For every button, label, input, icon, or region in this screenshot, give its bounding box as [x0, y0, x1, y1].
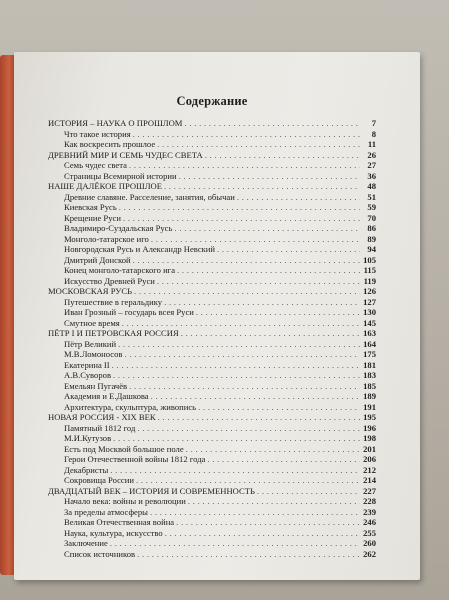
- toc-entry: [48, 465, 376, 476]
- toc-entry-label: Есть под Москвой большое поле: [64, 443, 184, 454]
- toc-leader-dots: [205, 150, 360, 161]
- toc-page-number: 145: [363, 317, 376, 328]
- toc-entry-label: Наука, культура, искусство: [64, 527, 163, 538]
- toc-page-number: 196: [363, 422, 376, 433]
- toc-entry: [48, 433, 376, 444]
- toc-page-number: 8: [371, 128, 376, 139]
- toc-entry: [48, 160, 376, 171]
- toc-page-number: 181: [363, 359, 376, 370]
- toc-leader-dots: [110, 465, 360, 476]
- toc-leader-dots: [164, 181, 360, 192]
- toc-page-number: 7: [371, 118, 376, 128]
- toc-page-number: 48: [367, 181, 376, 191]
- toc-entry: [48, 139, 376, 150]
- toc-page-number: 185: [363, 380, 376, 391]
- toc-leader-dots: [129, 160, 360, 171]
- toc-page-number: 127: [363, 296, 376, 307]
- toc-section: [48, 328, 376, 339]
- toc-page-number: 70: [367, 212, 376, 223]
- toc-entry: [48, 255, 376, 266]
- toc-entry-label: Начало века: войны и революции: [64, 496, 186, 506]
- toc-entry: [48, 370, 376, 381]
- toc-leader-dots: [133, 255, 360, 266]
- toc-page-number: 227: [363, 485, 376, 496]
- toc-page-number: 11: [367, 139, 376, 149]
- toc-entry-label: Крещение Руси: [64, 212, 121, 223]
- toc-leader-dots: [110, 538, 360, 549]
- table-of-contents: [48, 94, 376, 559]
- toc-page-number: 163: [363, 328, 376, 338]
- toc-section: [48, 181, 376, 192]
- toc-entry: [48, 171, 376, 182]
- toc-entry-label: Пётр Великий: [64, 338, 117, 349]
- toc-leader-dots: [134, 286, 360, 297]
- toc-page-number: 51: [367, 191, 376, 202]
- toc-entry-label: Архитектура, скульптура, живопись: [64, 401, 197, 412]
- toc-entry: [48, 276, 376, 287]
- toc-entry-label: Путешествие в геральдику: [64, 296, 163, 307]
- toc-entry: [48, 234, 376, 245]
- toc-page-number: 36: [367, 170, 376, 181]
- toc-page-number: 195: [363, 412, 376, 422]
- toc-page-number: 198: [363, 433, 376, 443]
- toc-leader-dots: [113, 433, 360, 444]
- toc-entry-label: М.И.Кутузов: [64, 433, 112, 443]
- toc-page-number: 206: [363, 454, 376, 464]
- toc-entry-label: Памятный 1812 год: [64, 422, 136, 433]
- toc-entry: [48, 349, 376, 360]
- toc-page-number: 255: [363, 527, 376, 538]
- toc-leader-dots: [165, 528, 360, 539]
- toc-leader-dots: [179, 171, 360, 182]
- toc-leader-dots: [136, 475, 360, 486]
- toc-entry-label: Сокровища России: [64, 475, 134, 485]
- toc-leader-dots: [164, 297, 360, 308]
- toc-leader-dots: [177, 265, 360, 276]
- toc-entry: [48, 475, 376, 486]
- toc-entry: [48, 444, 376, 455]
- toc-entry: [48, 223, 376, 234]
- toc-leader-dots: [151, 391, 360, 402]
- toc-page-number: 239: [363, 506, 376, 517]
- toc-page-number: 189: [363, 391, 376, 401]
- toc-entry-label: Искусство Древней Руси: [64, 275, 155, 286]
- toc-leader-dots: [257, 486, 360, 497]
- toc-entry: [48, 517, 376, 528]
- toc-page-number: 126: [363, 286, 376, 296]
- toc-page-number: 228: [363, 496, 376, 506]
- toc-entry-label: МОСКОВСКАЯ РУСЬ: [48, 286, 133, 296]
- toc-entry-label: Список источников: [64, 548, 136, 559]
- toc-entry: [48, 213, 376, 224]
- toc-page-number: 119: [363, 275, 376, 286]
- toc-leader-dots: [118, 339, 360, 350]
- toc-title: Содержание: [176, 94, 248, 108]
- toc-entry: [48, 538, 376, 549]
- toc-page-number: 246: [363, 517, 376, 527]
- toc-entry-label: Что такое история: [64, 128, 131, 139]
- toc-entry: [48, 360, 376, 371]
- toc-section: [48, 118, 376, 129]
- toc-entry-label: Декабристы: [64, 464, 109, 475]
- toc-entry-label: Герои Отечественной войны 1812 года: [64, 454, 206, 464]
- toc-entry: [48, 202, 376, 213]
- toc-leader-dots: [181, 328, 360, 339]
- toc-leader-dots: [158, 412, 360, 423]
- toc-entry-label: М.В.Ломоносов: [64, 349, 123, 359]
- toc-leader-dots: [137, 423, 360, 434]
- toc-entry-label: НОВАЯ РОССИЯ - XIX ВЕК: [48, 412, 156, 422]
- toc-page-number: 86: [367, 223, 376, 233]
- toc-entry-label: Древние славяне. Расселение, занятия, обычаи: [64, 191, 235, 202]
- toc-leader-dots: [174, 223, 360, 234]
- toc-entry: [48, 192, 376, 203]
- toc-leader-dots: [150, 507, 360, 518]
- toc-page-number: 262: [363, 548, 376, 559]
- toc-page-number: 89: [367, 233, 376, 244]
- toc-leader-dots: [207, 454, 360, 465]
- toc-entry-label: Заключение: [64, 538, 108, 548]
- toc-entry-label: Семь чудес света: [64, 160, 127, 170]
- toc-page-number: 214: [363, 475, 376, 485]
- toc-list: [48, 118, 376, 559]
- toc-entry: [48, 129, 376, 140]
- toc-entry-label: Смутное время: [64, 317, 120, 328]
- toc-entry: [48, 381, 376, 392]
- toc-leader-dots: [151, 234, 360, 245]
- toc-page-number: 183: [363, 370, 376, 380]
- toc-entry: [48, 454, 376, 465]
- toc-entry: [48, 318, 376, 329]
- toc-entry-label: НАШЕ ДАЛЁКОЕ ПРОШЛОЕ: [48, 181, 162, 191]
- toc-entry: [48, 402, 376, 413]
- toc-entry: [48, 307, 376, 318]
- toc-entry-label: Монголо-татарское иго: [64, 233, 149, 244]
- toc-entry-label: Екатерина II: [64, 359, 110, 370]
- toc-page-number: 212: [363, 464, 376, 475]
- toc-page-number: 191: [363, 401, 376, 412]
- toc-leader-dots: [124, 349, 360, 360]
- toc-leader-dots: [112, 360, 360, 371]
- toc-leader-dots: [237, 192, 360, 203]
- toc-leader-dots: [157, 139, 360, 150]
- toc-page-number: 164: [363, 338, 376, 349]
- toc-entry-label: Конец монголо-татарского ига: [64, 265, 176, 275]
- toc-section: [48, 150, 376, 161]
- toc-entry-label: ДРЕВНИЙ МИР И СЕМЬ ЧУДЕС СВЕТА: [48, 149, 203, 160]
- toc-page-number: 27: [367, 160, 376, 170]
- toc-entry-label: Емельян Пугачёв: [64, 380, 128, 391]
- toc-page-number: 94: [367, 244, 376, 254]
- toc-entry: [48, 507, 376, 518]
- toc-entry-label: Новгородская Русь и Александр Невский: [64, 244, 216, 254]
- toc-section: [48, 412, 376, 423]
- toc-leader-dots: [176, 517, 360, 528]
- toc-page-number: 260: [363, 538, 376, 548]
- toc-leader-dots: [198, 402, 360, 413]
- toc-entry: [48, 496, 376, 507]
- toc-entry-label: За пределы атмосферы: [64, 506, 148, 517]
- toc-entry-label: Владимиро-Суздальская Русь: [64, 223, 173, 233]
- toc-entry: [48, 265, 376, 276]
- toc-entry-label: А.В.Суворов: [64, 370, 111, 380]
- toc-leader-dots: [184, 118, 360, 129]
- toc-leader-dots: [133, 129, 360, 140]
- toc-page-number: 175: [363, 349, 376, 359]
- toc-page-number: 59: [367, 202, 376, 212]
- toc-section: [48, 486, 376, 497]
- toc-leader-dots: [113, 370, 360, 381]
- toc-entry-label: Иван Грозный – государь всея Руси: [64, 307, 194, 317]
- toc-entry-label: ИСТОРИЯ – НАУКА О ПРОШЛОМ: [48, 118, 183, 128]
- toc-page-number: 26: [367, 149, 376, 160]
- toc-section: [48, 286, 376, 297]
- toc-page-number: 130: [363, 307, 376, 317]
- toc-leader-dots: [186, 444, 360, 455]
- toc-entry: [48, 391, 376, 402]
- toc-entry: [48, 339, 376, 350]
- toc-leader-dots: [196, 307, 360, 318]
- toc-entry-label: Страницы Всемирной истории: [64, 170, 177, 181]
- toc-leader-dots: [119, 202, 360, 213]
- toc-leader-dots: [137, 549, 360, 560]
- toc-entry-label: Киевская Русь: [64, 202, 117, 212]
- toc-leader-dots: [188, 496, 360, 507]
- toc-leader-dots: [157, 276, 360, 287]
- toc-entry: [48, 423, 376, 434]
- toc-page-number: 105: [363, 254, 376, 265]
- toc-entry-label: Дмитрий Донской: [64, 254, 131, 265]
- toc-page-number: 115: [363, 265, 376, 275]
- toc-entry-label: ДВАДЦАТЫЙ ВЕК – ИСТОРИЯ И СОВРЕМЕННОСТЬ: [48, 485, 255, 496]
- toc-entry-label: Как воскресить прошлое: [64, 139, 156, 149]
- toc-entry: [48, 297, 376, 308]
- toc-leader-dots: [122, 318, 360, 329]
- toc-entry-label: Академия и Е.Дашкова: [64, 391, 149, 401]
- toc-page-number: 201: [363, 443, 376, 454]
- toc-entry-label: ПЁТР I И ПЕТРОВСКАЯ РОССИЯ: [48, 328, 179, 338]
- toc-entry: [48, 244, 376, 255]
- toc-leader-dots: [217, 244, 360, 255]
- toc-entry: [48, 549, 376, 560]
- toc-entry: [48, 528, 376, 539]
- toc-leader-dots: [129, 381, 360, 392]
- toc-leader-dots: [123, 213, 360, 224]
- toc-entry-label: Великая Отечественная война: [64, 517, 175, 527]
